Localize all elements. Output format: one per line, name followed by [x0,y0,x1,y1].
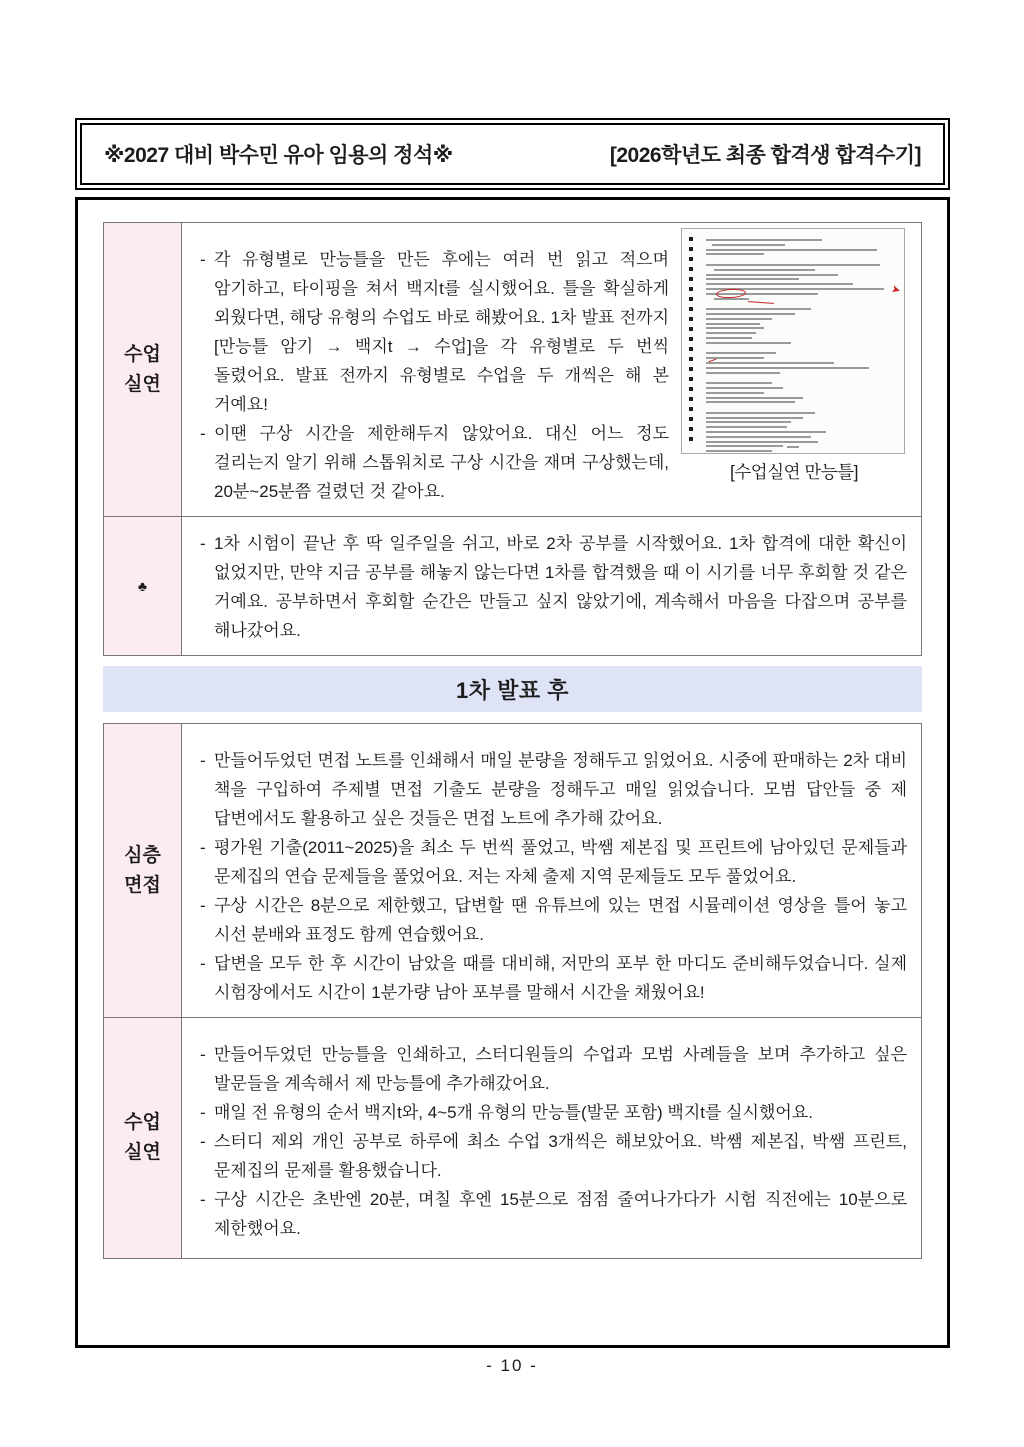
thumbnail-text-line [706,382,772,384]
thumbnail-text-line [706,239,822,241]
bullet-item: - 스터디 제외 개인 공부로 하루에 최소 수업 3개씩은 해보았어요. 박쌤 제본집, 박쌤 프린트, 문제집의 문제를 활용했습니다. [198,1127,907,1185]
bullet-item: - 만들어두었던 만능틀을 인쇄하고, 스터디원들의 수업과 모범 사례들을 보며 추가하고 싶은 발문들을 계속해서 제 만능틀에 추가해갔어요. [198,1040,907,1098]
bullet-item: - 이땐 구상 시간을 제한해두지 않았어요. 대신 어느 정도 걸리는지 알기 위해 스톱워치로 구상 시간을 재며 구상했는데, 20분~25분쯤 걸렸던 것 같아요. [198,419,669,506]
thumbnail-text-line [702,258,896,261]
thumbnail-text-line [706,401,795,403]
row-content [182,1018,921,1258]
row-label-deep-interview [104,724,182,1017]
thumbnail-text-line [706,342,791,344]
thumbnail-text-line [706,327,764,329]
row-label-line: 실연 [124,373,161,395]
thumbnail-text-line [702,347,896,350]
row-label-clover [104,517,182,655]
worksheet-thumbnail-image [681,228,905,454]
clover-icon: ♣ [137,578,148,594]
thumbnail-text-line [706,253,764,255]
thumbnail-text-line [706,362,834,364]
thumbnail-text-lines [702,239,896,454]
figure-caption: [수업실연 만능틀] [730,462,858,482]
figure [681,228,907,484]
bullet-item: - 각 유형별로 만능틀을 만든 후에는 여러 번 읽고 적으며 암기하고, 타이핑을 쳐서 백지t를 실시했어요. 틀을 확실하게 외웠다면, 해당 유형의 수업도 바로 해봤어요. 1차 발표 전까지 [만능틀 암기 → 백지t → 수업]을 각 유형별로 두 번씩 돌렸어요. 발표 전까지 유형별로 수업을 두 개씩은 해 본 거예요! [198,245,669,419]
thumbnail-text-line [706,450,772,452]
thumbnail-text-line [706,421,791,423]
thumbnail-text-line [706,283,853,285]
thumbnail-text-line [706,308,811,310]
row-label-line: 수업 [124,1112,161,1133]
thumbnail-text-line [706,332,756,334]
thumbnail-text-line [706,426,787,428]
thumbnail-text-line [706,278,799,280]
thumbnail-text-line [702,302,896,305]
thumbnail-text-line [706,445,784,447]
row-label-line: 실연 [124,1142,161,1163]
thumbnail-text-line [706,264,881,266]
thumbnail-text-line [706,397,803,399]
header-left-title: ※2027 대비 박수민 유아 임용의 정석※ [104,144,453,167]
main-container [75,197,950,1348]
thumbnail-footer-line [787,446,799,448]
thumbnail-text-line [706,392,764,394]
thumbnail-text-line [706,417,803,419]
row-label-lesson-demo [104,1018,182,1258]
table-row [104,724,921,1018]
thumbnail-text-line [706,313,795,315]
table-after-announcement [103,723,922,1259]
thumbnail-text-line [702,376,896,379]
row-label-line: 면접 [124,874,161,896]
row-content [182,724,921,1017]
bullet-item: - 1차 시험이 끝난 후 딱 일주일을 쉬고, 바로 2차 공부를 시작했어요. 1차 합격에 대한 확신이 없었지만, 만약 지금 공부를 해놓지 않는다면 1차를 합격했을 때 이 시기를 너무 후회할 것 같은 거예요. 공부하면서 후회할 순간은 만들고 싶지 않았기에, 계속해서 마음을 다잡으며 공부를 해나갔어요. [198,529,907,645]
table-row [104,223,921,517]
thumbnail-text-line [706,352,776,354]
header-inner [80,123,945,185]
thumbnail-text-line [706,274,838,276]
red-arrow-mark: ➤ [889,282,902,298]
thumbnail-text-line [706,337,753,339]
table-row [104,517,921,655]
table-before-announcement [103,222,922,656]
header [75,118,950,190]
row-content [182,223,921,516]
bullet-list [198,245,669,506]
row-label-line: 심층 [124,844,161,866]
thumbnail-text-line [706,318,772,320]
row-label-lesson-demo [104,223,182,516]
row-label-line: 수업 [124,343,161,365]
thumbnail-text-line [712,244,786,246]
row-content [182,517,921,655]
thumbnail-text-line [706,323,760,325]
table-row [104,1018,921,1258]
thumbnail-text-line [706,387,784,389]
page-number: - 10 - [486,1356,538,1375]
bullet-item: - 평가원 기출(2011~2025)을 최소 두 번씩 풀었고, 박쌤 제본집 및 프린트에 남아있던 문제들과 문제집의 연습 문제들을 풀었어요. 저는 자체 출제 지역 문제들도 모두 풀었어요. [198,833,907,891]
thumbnail-text-line [706,441,819,443]
thumbnail-text-line [714,269,815,271]
section-header-band: 1차 발표 후 [103,666,922,712]
bullet-item: - 매일 전 유형의 순서 백지t와, 4~5개 유형의 만능틀(발문 포함) 백지t를 실시했어요. [198,1098,907,1127]
thumbnail-text-line [706,372,780,374]
spiral-binding-decoration [689,237,693,445]
thumbnail-text-line [702,406,896,409]
thumbnail-text-line [706,436,811,438]
thumbnail-text-line [706,412,815,414]
thumbnail-text-line [706,249,877,251]
bullet-item: - 구상 시간은 8분으로 제한했고, 답변할 땐 유튜브에 있는 면접 시뮬레이션 영상을 틀어 놓고 시선 분배와 표정도 함께 연습했어요. [198,891,907,949]
bullet-item: - 구상 시간은 초반엔 20분, 며칠 후엔 15분으로 점점 줄여나가다가 시험 직전에는 10분으로 제한했어요. [198,1185,907,1243]
thumbnail-text-line [706,431,826,433]
thumbnail-text-line [706,367,869,369]
bullet-item: - 만들어두었던 면접 노트를 인쇄해서 매일 분량을 정해두고 읽었어요. 시중에 판매하는 2차 대비 책을 구입하여 주제별 면접 기출도 분량을 정해두고 매일 읽었습니다. 모범 답안들 중 제 답변에서도 활용하고 싶은 것들은 면접 노트에 추가해 갔어요. [198,746,907,833]
header-right-title: [2026학년도 최종 합격생 합격수기] [609,144,921,167]
bullet-item: - 답변을 모두 한 후 시간이 남았을 때를 대비해, 저만의 포부 한 마디도 준비해두었습니다. 실제 시험장에서도 시간이 1분가량 남아 포부를 말해서 시간을 채웠어요! [198,949,907,1007]
